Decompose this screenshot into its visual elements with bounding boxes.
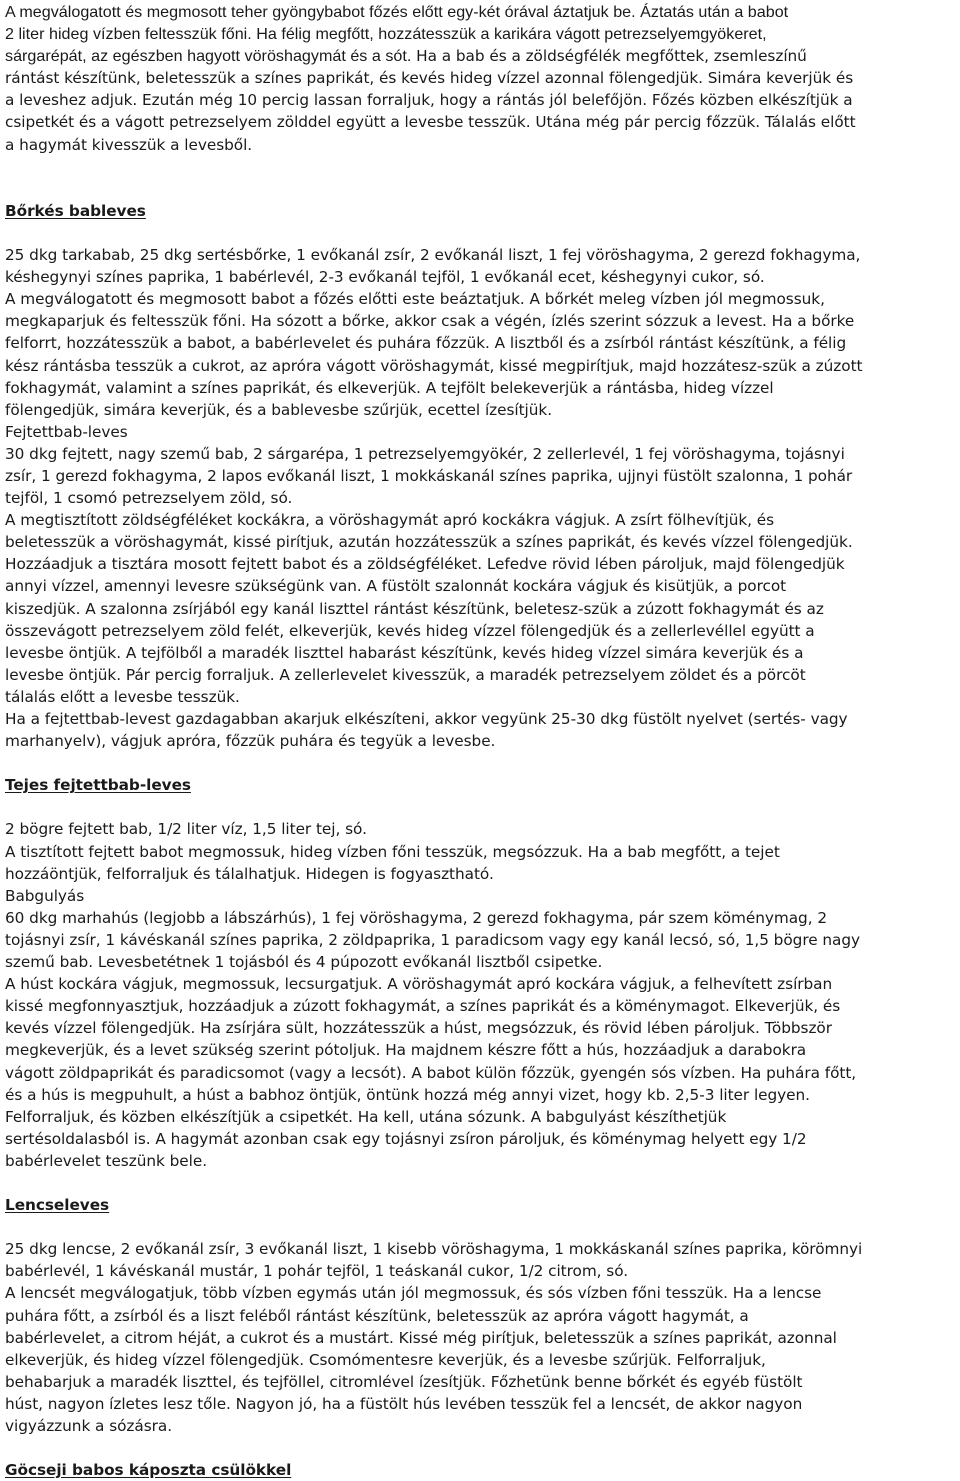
section-title-lencseleves: Lencseleves — [5, 1196, 110, 1215]
text-line: 30 dkg fejtett, nagy szemű bab, 2 sárgarépa, 1 petrezselyemgyökér, 2 zellerlevél, 1 fej vöröshagyma, tojásnyi — [5, 444, 845, 463]
text-line: kész rántásba tesszük a cukrot, az apróra vágott vöröshagymát, kissé megpirítjuk, majd hozzátesz-szük a zúzott — [5, 356, 863, 375]
section-borkes-bableves — [5, 244, 953, 421]
text-fragment: sárgarépát, az egészben hagyott vöröshagymát és a sót. — [5, 47, 412, 66]
text-line: csipetkét és a vágott petrezselyem zölddel együtt a levesbe tesszük. Utána még pár percig főzzük. Tálalás előtt — [5, 113, 856, 132]
text-line: húst, nagyon ízletes lesz tőle. Nagyon jó, ha a füstölt hús levében tesszük fel a lencsét, de akkor nagyon — [5, 1394, 803, 1413]
text-line: kissé megfonnyasztjuk, hozzáadjuk a zúzott fokhagymát, a színes paprikát és a köménymagot. Elkeverjük, és — [5, 997, 841, 1016]
text-line: a hagymát kivesszük a levesből. — [5, 135, 253, 154]
section-tejes-fejtettbab-leves — [5, 818, 953, 884]
text-line: babérlevelet, a citrom héját, a cukrot és a mustárt. Kissé még pirítjuk, beletesszük a színes paprikát, azonnal — [5, 1328, 837, 1347]
text-line: vágott zöldpaprikát és paradicsomot (vagy a lecsót). A babot külön főzzük, gyengén sós vízben. Ha puhára főtt, — [5, 1063, 857, 1082]
text-line: sertésoldalasból is. A hagymát azonban csak egy tojásnyi zsíron pároljuk, és köménymag helyett egy 1/2 — [5, 1129, 807, 1148]
text-line: A megválogatott és megmosott babot a főzés előtti este beáztatjuk. A bőrkét meleg vízben jól megmossuk, — [5, 290, 825, 309]
text-line: Hozzáadjuk a tisztára mosott fejtett babot és a zöldségféléket. Lefedve rövid lében pároljuk, majd fölengedjük — [5, 555, 845, 574]
text-line: A tisztított fejtett babot megmossuk, hideg vízben főni tesszük, megsózzuk. Ha a bab megfőtt, a tejet — [5, 842, 780, 861]
text-line: babérlevél, 1 kávéskanál mustár, 1 pohár tejföl, 1 teáskanál cukor, 1/2 citrom, só. — [5, 1262, 629, 1281]
text-line: felforrt, hozzátesszük a babot, a babérlevelet és puhára főzzük. A lisztből és a zsírból rántást készítünk, a félig — [5, 334, 847, 353]
text-line: 2 liter hideg vízben feltesszük főni. Ha félig megfőtt, hozzátesszük a karikára vágott petrezselyemgyökeret, — [5, 25, 767, 44]
text-line: 25 dkg tarkabab, 25 dkg sertésbőrke, 1 evőkanál zsír, 2 evőkanál liszt, 1 fej vöröshagyma, 2 gerezd fokhagyma, — [5, 246, 861, 265]
section-title-gocseji-babos-kaposzta: Göcseji babos káposzta csülökkel — [5, 1461, 292, 1480]
text-line: kevés vízzel fölengedjük. Ha zsírjára sült, hozzátesszük a húst, megsózzuk, és rövid lében pároljuk. Többször — [5, 1019, 832, 1038]
text-line: A megtisztított zöldségféléket kockákra, a vöröshagymát apró kockákra vágjuk. A zsírt fölhevítjük, és — [5, 511, 775, 530]
text-line: és a hús is megpuhult, a húst a babhoz öntjük, öntünk hozzá még annyi vizet, hogy kb. 2,5-3 liter legyen. — [5, 1085, 810, 1104]
text-fragment: Ha a bab és a zöldségfélék megfőttek, zsemleszínű — [411, 47, 807, 66]
text-line: levesbe öntjük. A tejfölből a maradék liszttel habarást készítünk, kevés hideg vízzel simára keverjük és a — [5, 643, 804, 662]
section-babgulyas — [5, 907, 953, 1172]
text-line: rántást készítünk, beletesszük a színes paprikát, és kevés hideg vízzel azonnal fölengedjük. Simára keverjük és — [5, 69, 854, 88]
text-line: 25 dkg lencse, 2 evőkanál zsír, 3 evőkanál liszt, 1 kisebb vöröshagyma, 1 mokkáskanál színes paprika, körömnyi — [5, 1240, 863, 1259]
text-line: hozzáöntjük, felforraljuk és tálalhatjuk. Hidegen is fogyasztható. — [5, 864, 494, 883]
text-line: kiszedjük. A szalonna zsírjából egy kanál liszttel rántást készítünk, beletesz-szük a zúzott fokhagymát és az — [5, 599, 824, 618]
section-lencseleves — [5, 1238, 953, 1437]
text-line: tejföl, 1 csomó petrezselyem zöld, só. — [5, 489, 293, 508]
text-line: a leveshez adjuk. Ezután még 10 percig lassan forraljuk, hogy a rántás jól belefőjön. Főzés közben elkészítjük a — [5, 91, 853, 110]
section-fejtettbab-leves — [5, 443, 953, 752]
text-line: fokhagymát, valamint a színes paprikát, és elkeverjük. A tejfölt belekeverjük a rántásba, hideg vízzel — [5, 378, 774, 397]
text-line: marhanyelv), vágjuk apróra, főzzük puhára és tegyük a levesbe. — [5, 732, 496, 751]
text-line: behabarjuk a maradék liszttel, és tejföllel, citromlével ízesítjük. Főzhetünk benne bőrkét és egyéb füstölt — [5, 1372, 803, 1391]
text-line: 2 bögre fejtett bab, 1/2 liter víz, 1,5 liter tej, só. — [5, 820, 367, 839]
text-line: levesbe öntjük. Pár percig forraljuk. A zellerlevelet kivesszük, a maradék petrezselyem zöldet és a pörcöt — [5, 665, 806, 684]
text-line: zsír, 1 gerezd fokhagyma, 2 lapos evőkanál liszt, 1 mokkáskanál színes paprika, ujjnyi füstölt szalonna, 1 pohár — [5, 466, 853, 485]
section-title-fejtettbab-leves: Fejtettbab-leves — [5, 422, 128, 441]
text-line: összevágott petrezselyem zöld felét, elkeverjük, kevés hideg vízzel fölengedjük és a zellerlevéllel együtt a — [5, 621, 815, 640]
text-line: szemű bab. Levesbetétnek 1 tojásból és 4 púpozott evőkanál lisztből csipetke. — [5, 953, 603, 972]
text-line: vigyázzunk a sózásra. — [5, 1417, 173, 1435]
section-title-borkes-bableves: Bőrkés bableves — [5, 201, 146, 220]
text-line: 60 dkg marhahús (legjobb a lábszárhús), 1 fej vöröshagyma, 2 gerezd fokhagyma, pár szem köménymag, 2 — [5, 908, 828, 927]
text-line: elkeverjük, és hideg vízzel fölengedjük. Csomómentesre keverjük, és a levesbe szűrjük. Felforraljuk, — [5, 1350, 766, 1369]
recipe-document — [5, 1, 953, 1481]
text-line: megkaparjuk és feltesszük főni. Ha sózott a bőrke, akkor csak a végén, ízlés szerint sózzuk a levest. Ha a bőrke — [5, 312, 855, 331]
text-line: A lencsét megválogatjuk, több vízben egymás után jól megmossuk, és sós vízben főni tesszük. Ha a lencse — [5, 1284, 822, 1303]
text-line: beletesszük a vöröshagymát, kissé pirítjuk, azután hozzátesszük a színes paprikát, és kevés vízzel fölengedjük. — [5, 533, 853, 552]
text-line: Felforraljuk, és közben elkészítjük a csipetkét. Ha kell, utána sózunk. A babgulyást készíthetjük — [5, 1107, 727, 1126]
text-line — [5, 45, 953, 67]
text-line: babérlevelet teszünk bele. — [5, 1151, 208, 1170]
intro-paragraph — [5, 1, 953, 156]
text-line: A megválogatott és megmosott teher gyöngybabot főzés előtt egy-két órával áztatjuk be. Áztatás után a babot — [5, 3, 789, 21]
text-line: tálalás előtt a levesbe tesszük. — [5, 687, 240, 706]
section-title-tejes-fejtettbab-leves: Tejes fejtettbab-leves — [5, 776, 191, 795]
text-line: A húst kockára vágjuk, megmossuk, lecsurgatjuk. A vöröshagymát apró kockára vágjuk, a felhevített zsírban — [5, 975, 833, 994]
text-line: Ha a fejtettbab-levest gazdagabban akarjuk elkészíteni, akkor vegyünk 25-30 dkg füstölt nyelvet (sertés- vagy — [5, 710, 848, 728]
text-line: annyi vízzel, amennyi levesre szükségünk van. A füstölt szalonnát kockára vágjuk és kisütjük, a porcot — [5, 577, 787, 596]
text-line: puhára főtt, a zsírból és a liszt feléből rántást készítünk, beletesszük az apróra vágott hagymát, a — [5, 1306, 749, 1325]
text-line: tojásnyi zsír, 1 kávéskanál színes paprika, 2 zöldpaprika, 1 paradicsom vagy egy kanál lecsó, só, 1,5 bögre nagy — [5, 930, 861, 949]
section-title-babgulyas: Babgulyás — [5, 886, 85, 905]
text-line: megkeverjük, és a levet szükség szerint pótoljuk. Ha majdnem készre főtt a hús, hozzáadjuk a darabokra — [5, 1041, 807, 1060]
text-line: fölengedjük, simára keverjük, és a bablevesbe szűrjük, ecettel ízesítjük. — [5, 400, 553, 419]
text-line: késhegynyi színes paprika, 1 babérlevél, 2-3 evőkanál tejföl, 1 evőkanál ecet, késhegynyi cukor, só. — [5, 268, 765, 287]
